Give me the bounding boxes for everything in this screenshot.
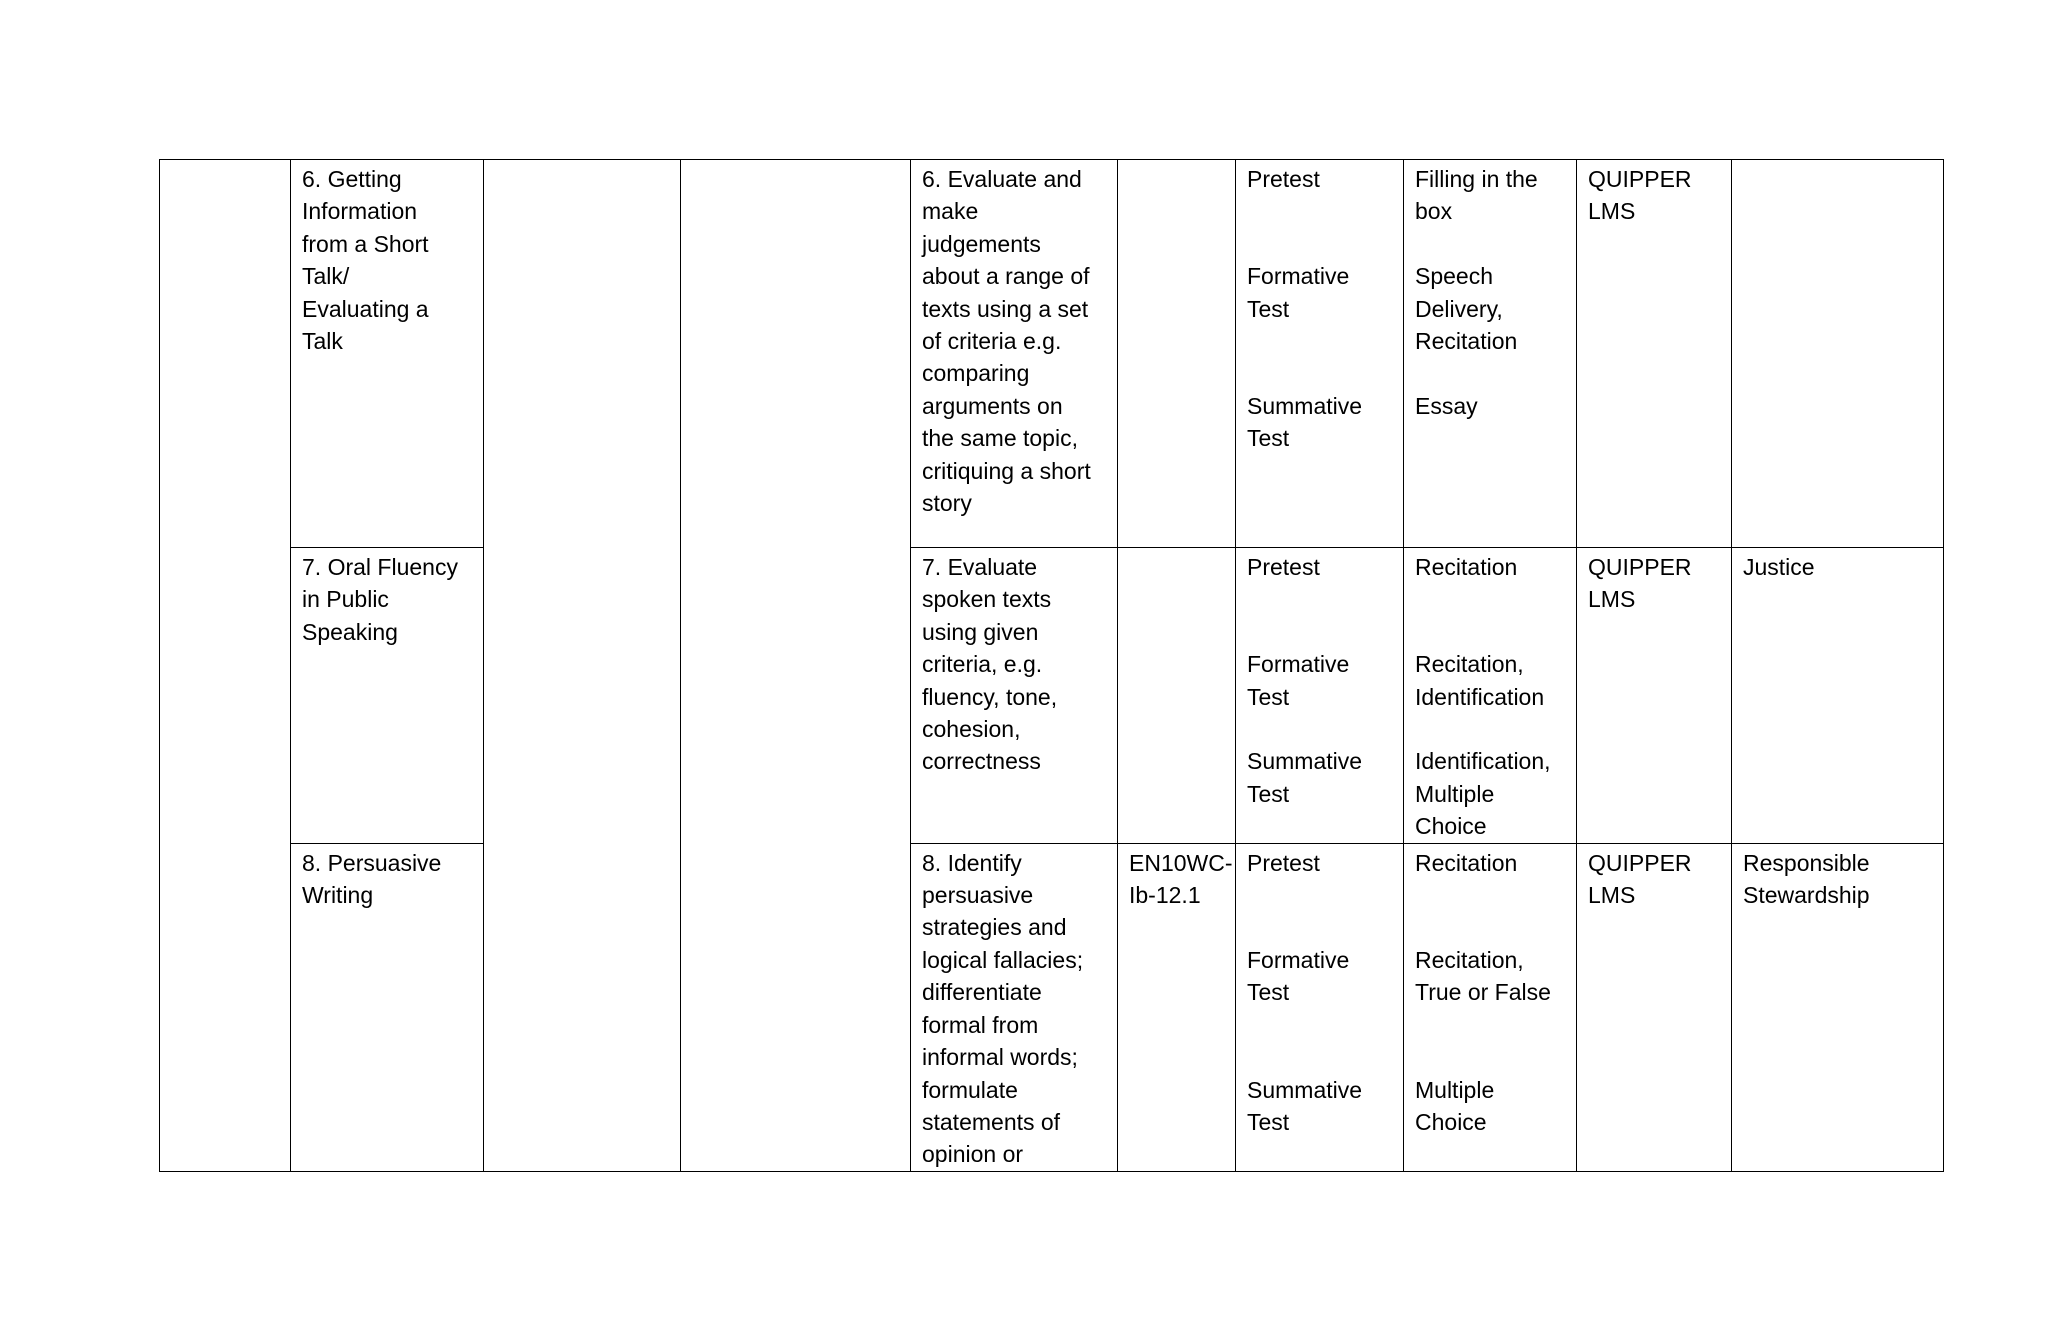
curriculum-map-table	[159, 159, 1944, 1172]
competency-cell: 6. Evaluate and make judgements about a range of texts using a set of criteria e.g. comparing arguments on the same topic, critiquing a short story	[911, 160, 1118, 548]
resources-cell: QUIPPER LMS	[1577, 548, 1732, 844]
lesson-cell: 7. Oral Fluency in Public Speaking	[291, 548, 484, 844]
lesson-cell: 8. Persuasive Writing	[291, 843, 484, 1171]
values-cell: Responsible Stewardship	[1732, 843, 1944, 1171]
content-standard-cell	[484, 160, 681, 1172]
table-row	[160, 160, 1944, 548]
performance-standard-cell	[681, 160, 911, 1172]
assessment-cell: Pretest Formative Test Summative Test	[1236, 160, 1404, 548]
assessment-cell: Pretest Formative Test Summative Test	[1236, 843, 1404, 1171]
code-cell	[1118, 548, 1236, 844]
resources-cell: QUIPPER LMS	[1577, 160, 1732, 548]
lesson-cell: 6. Getting Information from a Short Talk/ Evaluating a Talk	[291, 160, 484, 548]
competency-cell: 7. Evaluate spoken texts using given criteria, e.g. fluency, tone, cohesion, correctness	[911, 548, 1118, 844]
values-cell: Justice	[1732, 548, 1944, 844]
code-cell: EN10WC- Ib-12.1	[1118, 843, 1236, 1171]
code-cell	[1118, 160, 1236, 548]
activity-cell: Recitation Recitation, True or False Multiple Choice	[1404, 843, 1577, 1171]
quarter-cell	[160, 160, 291, 1172]
table-row	[160, 548, 1944, 844]
assessment-cell: Pretest Formative Test Summative Test	[1236, 548, 1404, 844]
activity-cell: Filling in the box Speech Delivery, Recitation Essay	[1404, 160, 1577, 548]
activity-cell: Recitation Recitation, Identification Identification, Multiple Choice	[1404, 548, 1577, 844]
competency-cell: 8. Identify persuasive strategies and logical fallacies; differentiate formal from informal words; formulate statements of opinion or	[911, 843, 1118, 1171]
resources-cell: QUIPPER LMS	[1577, 843, 1732, 1171]
values-cell	[1732, 160, 1944, 548]
table-row	[160, 843, 1944, 1171]
